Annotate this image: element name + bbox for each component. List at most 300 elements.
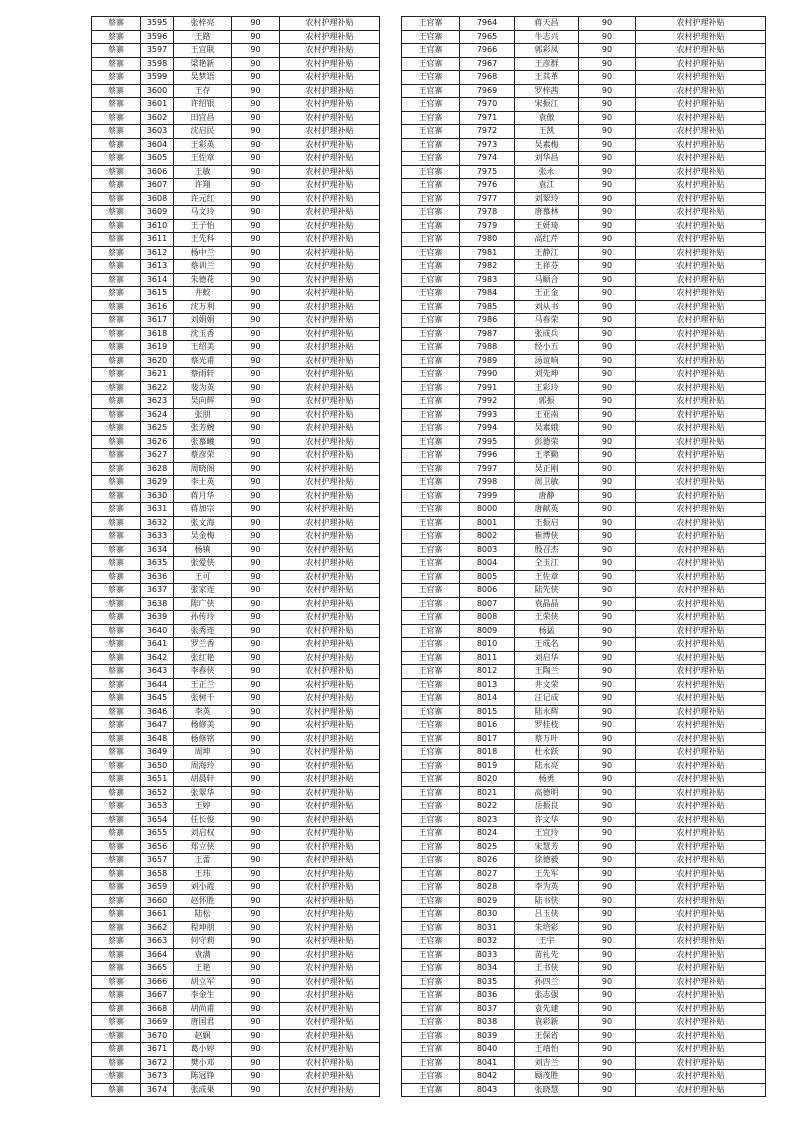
amount-cell: 90 (232, 30, 280, 44)
id-cell: 8041 (460, 1056, 515, 1070)
type-cell: 农村护理补贴 (280, 449, 380, 463)
table-row (402, 395, 766, 409)
village-cell: 蔡寨 (92, 908, 141, 922)
type-cell: 农村护理补贴 (280, 314, 380, 328)
type-cell: 农村护理补贴 (636, 503, 766, 517)
type-cell: 农村护理补贴 (280, 489, 380, 503)
name-cell: 周晓阁 (174, 462, 232, 476)
village-cell: 王官寨 (402, 300, 460, 314)
village-cell: 王官寨 (402, 881, 460, 895)
village-cell: 王官寨 (402, 921, 460, 935)
id-cell: 7964 (460, 17, 515, 31)
type-cell: 农村护理补贴 (636, 422, 766, 436)
id-cell: 8018 (460, 746, 515, 760)
type-cell: 农村护理补贴 (280, 557, 380, 571)
id-cell: 3651 (141, 773, 174, 787)
type-cell: 农村护理补贴 (636, 71, 766, 85)
type-cell: 农村护理补贴 (636, 17, 766, 31)
village-cell: 王官寨 (402, 422, 460, 436)
amount-cell: 90 (579, 30, 636, 44)
amount-cell: 90 (579, 219, 636, 233)
name-cell: 张慕曦 (174, 435, 232, 449)
amount-cell: 90 (579, 98, 636, 112)
type-cell: 农村护理补贴 (280, 408, 380, 422)
name-cell: 樊小邓 (174, 1056, 232, 1070)
village-cell: 王官寨 (402, 314, 460, 328)
id-cell: 7973 (460, 138, 515, 152)
amount-cell: 90 (232, 98, 280, 112)
type-cell: 农村护理补贴 (636, 800, 766, 814)
table-row (402, 44, 766, 58)
amount-cell: 90 (232, 206, 280, 220)
id-cell: 3668 (141, 1002, 174, 1016)
table-row (402, 759, 766, 773)
type-cell: 农村护理补贴 (280, 1043, 380, 1057)
name-cell: 宋慧芳 (515, 840, 579, 854)
village-cell: 王官寨 (402, 908, 460, 922)
id-cell: 3612 (141, 246, 174, 260)
amount-cell: 90 (579, 233, 636, 247)
id-cell: 3652 (141, 786, 174, 800)
amount-cell: 90 (232, 476, 280, 490)
village-cell: 蔡寨 (92, 260, 141, 274)
id-cell: 7983 (460, 273, 515, 287)
amount-cell: 90 (232, 152, 280, 166)
id-cell: 3621 (141, 368, 174, 382)
village-cell: 王官寨 (402, 395, 460, 409)
type-cell: 农村护理补贴 (636, 381, 766, 395)
village-cell: 王官寨 (402, 759, 460, 773)
table-row (92, 840, 380, 854)
name-cell: 王子怡 (174, 219, 232, 233)
name-cell: 程坤朋 (174, 921, 232, 935)
amount-cell: 90 (232, 1070, 280, 1084)
amount-cell: 90 (579, 192, 636, 206)
village-cell: 王官寨 (402, 111, 460, 125)
village-cell: 王官寨 (402, 975, 460, 989)
id-cell: 3615 (141, 287, 174, 301)
amount-cell: 90 (579, 746, 636, 760)
table-row (92, 624, 380, 638)
id-cell: 3616 (141, 300, 174, 314)
id-cell: 8038 (460, 1016, 515, 1030)
table-row (402, 287, 766, 301)
id-cell: 7970 (460, 98, 515, 112)
id-cell: 3636 (141, 570, 174, 584)
amount-cell: 90 (579, 543, 636, 557)
table-row (92, 962, 380, 976)
id-cell: 8037 (460, 1002, 515, 1016)
village-cell: 蔡寨 (92, 179, 141, 193)
amount-cell: 90 (579, 570, 636, 584)
id-cell: 3628 (141, 462, 174, 476)
village-cell: 王官寨 (402, 935, 460, 949)
name-cell: 杨勇 (515, 773, 579, 787)
amount-cell: 90 (579, 1002, 636, 1016)
table-row (92, 543, 380, 557)
id-cell: 3643 (141, 665, 174, 679)
table-row (402, 597, 766, 611)
table-row (402, 813, 766, 827)
village-cell: 王官寨 (402, 449, 460, 463)
name-cell: 赵娴 (174, 1029, 232, 1043)
type-cell: 农村护理补贴 (636, 449, 766, 463)
name-cell: 蒋加宗 (174, 503, 232, 517)
type-cell: 农村护理补贴 (636, 881, 766, 895)
village-cell: 王官寨 (402, 786, 460, 800)
table-row (92, 219, 380, 233)
table-row (92, 786, 380, 800)
amount-cell: 90 (232, 1016, 280, 1030)
id-cell: 8008 (460, 611, 515, 625)
amount-cell: 90 (232, 489, 280, 503)
table-row (92, 30, 380, 44)
name-cell: 吴素梅 (515, 138, 579, 152)
table-row (92, 800, 380, 814)
type-cell: 农村护理补贴 (280, 273, 380, 287)
id-cell: 3648 (141, 732, 174, 746)
id-cell: 8016 (460, 719, 515, 733)
table-row (92, 813, 380, 827)
amount-cell: 90 (232, 935, 280, 949)
type-cell: 农村护理补贴 (280, 503, 380, 517)
id-cell: 3658 (141, 867, 174, 881)
table-row (92, 233, 380, 247)
table-row (402, 624, 766, 638)
name-cell: 袁彩新 (515, 1016, 579, 1030)
type-cell: 农村护理补贴 (636, 273, 766, 287)
table-row (402, 57, 766, 71)
table-row (92, 894, 380, 908)
name-cell: 张梓亮 (174, 17, 232, 31)
amount-cell: 90 (232, 894, 280, 908)
name-cell: 赵怀胜 (174, 894, 232, 908)
name-cell: 井文荣 (515, 678, 579, 692)
amount-cell: 90 (232, 1043, 280, 1057)
table-row (402, 1043, 766, 1057)
id-cell: 7998 (460, 476, 515, 490)
table-row (92, 557, 380, 571)
type-cell: 农村护理补贴 (280, 192, 380, 206)
amount-cell: 90 (579, 867, 636, 881)
table-row (92, 678, 380, 692)
table-row (402, 989, 766, 1003)
village-cell: 蔡寨 (92, 98, 141, 112)
village-cell: 王官寨 (402, 273, 460, 287)
village-cell: 王官寨 (402, 165, 460, 179)
amount-cell: 90 (579, 179, 636, 193)
id-cell: 3629 (141, 476, 174, 490)
table-row (402, 800, 766, 814)
village-cell: 蔡寨 (92, 624, 141, 638)
village-cell: 王官寨 (402, 773, 460, 787)
village-cell: 王官寨 (402, 219, 460, 233)
amount-cell: 90 (579, 71, 636, 85)
id-cell: 8042 (460, 1070, 515, 1084)
type-cell: 农村护理补贴 (280, 975, 380, 989)
amount-cell: 90 (232, 273, 280, 287)
name-cell: 殷召杰 (515, 543, 579, 557)
type-cell: 农村护理补贴 (636, 192, 766, 206)
type-cell: 农村护理补贴 (280, 921, 380, 935)
type-cell: 农村护理补贴 (636, 827, 766, 841)
amount-cell: 90 (232, 138, 280, 152)
name-cell: 王宇 (515, 935, 579, 949)
type-cell: 农村护理补贴 (636, 125, 766, 139)
table-row (92, 395, 380, 409)
type-cell: 农村护理补贴 (636, 786, 766, 800)
amount-cell: 90 (579, 1029, 636, 1043)
name-cell: 罗桂枝 (515, 719, 579, 733)
village-cell: 王官寨 (402, 152, 460, 166)
amount-cell: 90 (579, 1016, 636, 1030)
amount-cell: 90 (579, 287, 636, 301)
table-row (402, 516, 766, 530)
village-cell: 王官寨 (402, 867, 460, 881)
table-row (402, 651, 766, 665)
name-cell: 王宜玲 (515, 827, 579, 841)
id-cell: 8022 (460, 800, 515, 814)
village-cell: 蔡寨 (92, 584, 141, 598)
name-cell: 王书侠 (515, 962, 579, 976)
name-cell: 杨猛 (515, 624, 579, 638)
village-cell: 蔡寨 (92, 125, 141, 139)
village-cell: 蔡寨 (92, 1070, 141, 1084)
name-cell: 王陶兰 (515, 665, 579, 679)
type-cell: 农村护理补贴 (636, 476, 766, 490)
name-cell: 郭彩凤 (515, 44, 579, 58)
name-cell: 陆书侠 (515, 894, 579, 908)
amount-cell: 90 (232, 1002, 280, 1016)
name-cell: 汪记成 (515, 692, 579, 706)
type-cell: 农村护理补贴 (280, 867, 380, 881)
type-cell: 农村护理补贴 (280, 773, 380, 787)
table-row (92, 422, 380, 436)
type-cell: 农村护理补贴 (280, 948, 380, 962)
village-cell: 王官寨 (402, 705, 460, 719)
id-cell: 3639 (141, 611, 174, 625)
id-cell: 3656 (141, 840, 174, 854)
type-cell: 农村护理补贴 (280, 651, 380, 665)
id-cell: 3654 (141, 813, 174, 827)
name-cell: 李英 (174, 705, 232, 719)
village-cell: 王官寨 (402, 746, 460, 760)
table-row (92, 773, 380, 787)
id-cell: 3674 (141, 1083, 174, 1097)
village-cell: 蔡寨 (92, 1043, 141, 1057)
amount-cell: 90 (232, 314, 280, 328)
amount-cell: 90 (232, 44, 280, 58)
id-cell: 3662 (141, 921, 174, 935)
name-cell: 周海玲 (174, 759, 232, 773)
id-cell: 7972 (460, 125, 515, 139)
amount-cell: 90 (579, 827, 636, 841)
type-cell: 农村护理补贴 (636, 435, 766, 449)
amount-cell: 90 (579, 989, 636, 1003)
village-cell: 蔡寨 (92, 827, 141, 841)
amount-cell: 90 (232, 840, 280, 854)
village-cell: 蔡寨 (92, 638, 141, 652)
name-cell: 张成果 (174, 1083, 232, 1097)
type-cell: 农村护理补贴 (636, 314, 766, 328)
name-cell: 岳振良 (515, 800, 579, 814)
table-row (402, 638, 766, 652)
village-cell: 蔡寨 (92, 948, 141, 962)
village-cell: 蔡寨 (92, 516, 141, 530)
name-cell: 李士英 (174, 476, 232, 490)
name-cell: 王彩玲 (515, 381, 579, 395)
id-cell: 3647 (141, 719, 174, 733)
type-cell: 农村护理补贴 (636, 624, 766, 638)
type-cell: 农村护理补贴 (636, 894, 766, 908)
amount-cell: 90 (232, 867, 280, 881)
name-cell: 吴梦语 (174, 71, 232, 85)
type-cell: 农村护理补贴 (636, 746, 766, 760)
village-cell: 王官寨 (402, 368, 460, 382)
village-cell: 蔡寨 (92, 408, 141, 422)
type-cell: 农村护理补贴 (280, 705, 380, 719)
table-row (92, 314, 380, 328)
amount-cell: 90 (579, 422, 636, 436)
village-cell: 蔡寨 (92, 651, 141, 665)
table-row (402, 1002, 766, 1016)
name-cell: 刘翠玲 (515, 192, 579, 206)
type-cell: 农村护理补贴 (280, 287, 380, 301)
table-row (402, 1029, 766, 1043)
village-cell: 王官寨 (402, 327, 460, 341)
amount-cell: 90 (579, 1043, 636, 1057)
id-cell: 3631 (141, 503, 174, 517)
table-row (402, 98, 766, 112)
table-row (402, 962, 766, 976)
table-row (402, 975, 766, 989)
amount-cell: 90 (579, 759, 636, 773)
name-cell: 蔡雨轩 (174, 368, 232, 382)
amount-cell: 90 (232, 516, 280, 530)
name-cell: 葛小婷 (174, 1043, 232, 1057)
amount-cell: 90 (579, 651, 636, 665)
id-cell: 7974 (460, 152, 515, 166)
id-cell: 8026 (460, 854, 515, 868)
amount-cell: 90 (232, 71, 280, 85)
village-cell: 蔡寨 (92, 746, 141, 760)
name-cell: 沈启民 (174, 125, 232, 139)
id-cell: 7994 (460, 422, 515, 436)
table-row (92, 638, 380, 652)
table-row (92, 341, 380, 355)
name-cell: 王成名 (515, 638, 579, 652)
id-cell: 3622 (141, 381, 174, 395)
amount-cell: 90 (232, 908, 280, 922)
table-row (402, 449, 766, 463)
type-cell: 农村护理补贴 (280, 462, 380, 476)
id-cell: 3632 (141, 516, 174, 530)
village-cell: 王官寨 (402, 354, 460, 368)
table-row (92, 165, 380, 179)
id-cell: 8024 (460, 827, 515, 841)
village-cell: 王官寨 (402, 719, 460, 733)
amount-cell: 90 (579, 462, 636, 476)
type-cell: 农村护理补贴 (280, 395, 380, 409)
name-cell: 井蛟 (174, 287, 232, 301)
amount-cell: 90 (232, 165, 280, 179)
id-cell: 7993 (460, 408, 515, 422)
amount-cell: 90 (579, 962, 636, 976)
id-cell: 3598 (141, 57, 174, 71)
amount-cell: 90 (579, 476, 636, 490)
village-cell: 蔡寨 (92, 233, 141, 247)
id-cell: 3661 (141, 908, 174, 922)
right-roster-table (401, 16, 766, 1097)
type-cell: 农村护理补贴 (636, 530, 766, 544)
type-cell: 农村护理补贴 (280, 246, 380, 260)
id-cell: 8019 (460, 759, 515, 773)
id-cell: 7965 (460, 30, 515, 44)
table-row (402, 300, 766, 314)
table-row (402, 71, 766, 85)
id-cell: 3663 (141, 935, 174, 949)
type-cell: 农村护理补贴 (636, 1029, 766, 1043)
amount-cell: 90 (232, 530, 280, 544)
name-cell: 刘先坤 (515, 368, 579, 382)
village-cell: 蔡寨 (92, 692, 141, 706)
amount-cell: 90 (232, 881, 280, 895)
type-cell: 农村护理补贴 (636, 395, 766, 409)
village-cell: 蔡寨 (92, 462, 141, 476)
id-cell: 3660 (141, 894, 174, 908)
amount-cell: 90 (579, 638, 636, 652)
village-cell: 王官寨 (402, 800, 460, 814)
amount-cell: 90 (232, 260, 280, 274)
table-row (402, 17, 766, 31)
village-cell: 蔡寨 (92, 800, 141, 814)
amount-cell: 90 (232, 638, 280, 652)
id-cell: 8031 (460, 921, 515, 935)
id-cell: 3606 (141, 165, 174, 179)
id-cell: 8004 (460, 557, 515, 571)
type-cell: 农村护理补贴 (636, 57, 766, 71)
id-cell: 3602 (141, 111, 174, 125)
village-cell: 王官寨 (402, 1029, 460, 1043)
amount-cell: 90 (579, 881, 636, 895)
name-cell: 吴向辉 (174, 395, 232, 409)
id-cell: 3618 (141, 327, 174, 341)
name-cell: 蔡光甫 (174, 354, 232, 368)
amount-cell: 90 (232, 719, 280, 733)
village-cell: 蔡寨 (92, 759, 141, 773)
type-cell: 农村护理补贴 (280, 854, 380, 868)
type-cell: 农村护理补贴 (636, 1083, 766, 1097)
id-cell: 3600 (141, 84, 174, 98)
id-cell: 3645 (141, 692, 174, 706)
village-cell: 蔡寨 (92, 705, 141, 719)
type-cell: 农村护理补贴 (636, 1016, 766, 1030)
name-cell: 经小五 (515, 341, 579, 355)
village-cell: 王官寨 (402, 530, 460, 544)
id-cell: 7967 (460, 57, 515, 71)
table-row (402, 854, 766, 868)
amount-cell: 90 (579, 665, 636, 679)
village-cell: 王官寨 (402, 44, 460, 58)
village-cell: 王官寨 (402, 260, 460, 274)
table-row (92, 948, 380, 962)
amount-cell: 90 (579, 327, 636, 341)
village-cell: 蔡寨 (92, 543, 141, 557)
table-row (402, 354, 766, 368)
village-cell: 王官寨 (402, 71, 460, 85)
type-cell: 农村护理补贴 (280, 719, 380, 733)
type-cell: 农村护理补贴 (636, 719, 766, 733)
